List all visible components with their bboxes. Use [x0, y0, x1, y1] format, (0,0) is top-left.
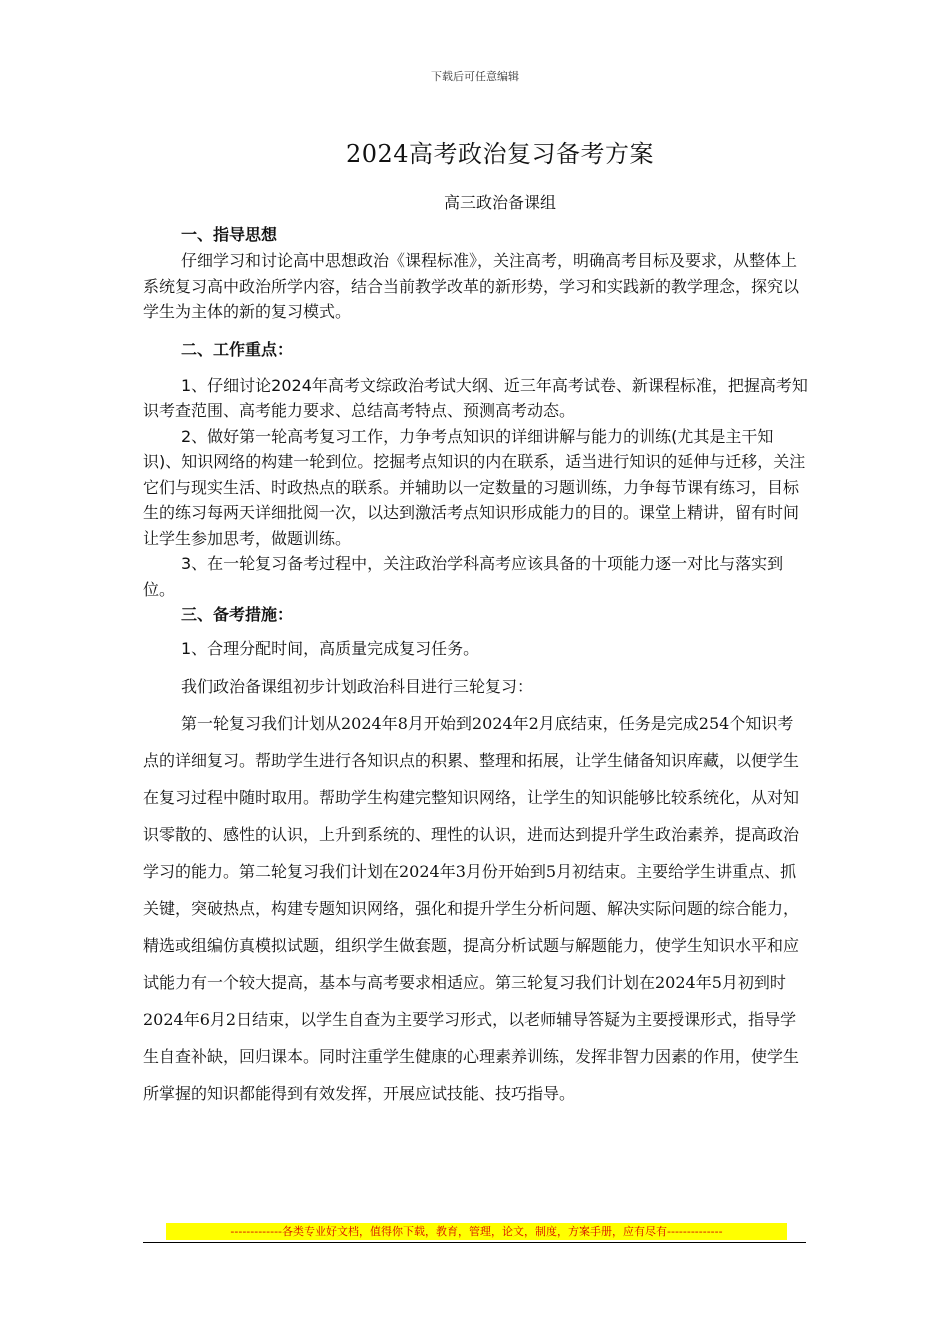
section-heading-measures: 三、备考措施：: [181, 605, 294, 624]
paragraph-measures-2: 我们政治备课组初步计划政治科目进行三轮复习：: [181, 676, 534, 696]
section-heading-work-focus: 二、工作重点：: [181, 339, 294, 359]
paragraph-work-focus-3: 3、在一轮复习备考过程中，关注政治学科高考应该具备的十项能力逐一对比与落实到位。: [143, 554, 784, 599]
document-body: [143, 222, 808, 1112]
paragraph-work-focus-1: 1、仔细讨论2024年高考文综政治考试大纲、近三年高考试卷、新课程标准，把握高考知识考查范围、高考能力要求、总结高考特点、预测高考动态。: [143, 375, 808, 420]
document-subtitle: 高三政治备课组: [443, 193, 556, 212]
paragraph-measures-3: 第一轮复习我们计划从2024年8月开始到2024年2月底结束，任务是完成254个知识考点的详细复习。帮助学生进行各知识点的积累、整理和拓展，让学生储备知识库藏，以便学生在复习过程中随时取用。帮助学生构建完整知识网络，让学生的知识能够比较系统化，从对知识零散的、感性的认识，上升到系统的、理性的认识，进而达到提升学生政治素养，提高政治学习的能力。第二轮复习我们计划在2024年3月份开始到5月初结束。主要给学生讲重点、抓关键，突破热点，构建专题知识网络，强化和提升学生分析问题、解决实际问题的综合能力，精选或组编仿真模拟试题，组织学生做套题，提高分析试题与解题能力，使学生知识水平和应试能力有一个较大提高，基本与高考要求相适应。第三轮复习我们计划在2024年5月初到时2024年6月2日结束，以学生自查为主要学习形式，以老师辅导答疑为主要授课形式，指导学生自查补缺，回归课本。同时注重学生健康的心理素养训练，发挥非智力因素的作用，使学生所掌握的知识都能得到有效发挥，开展应试技能、技巧指导。: [143, 714, 800, 1103]
header-note: 下载后可任意编辑: [431, 70, 519, 83]
paragraph-measures-1: 1、合理分配时间，高质量完成复习任务。: [181, 639, 480, 658]
paragraph-work-focus-2: 2、做好第一轮高考复习工作，力争考点知识的详细讲解与能力的训练(尤其是主干知识)、知识网络的构建一轮到位。挖掘考点知识的内在联系，适当进行知识的延伸与迁移，关注它们与现实生活、时政热点的联系。并辅助以一定数量的习题训练，力争每节课有练习，目标生的练习每两天详细批阅一次，以达到激活考点知识形成能力的目的。课堂上精讲，留有时间让学生参加思考，做题训练。: [143, 426, 806, 548]
footer-banner: -------------各类专业好文档，值得你下载，教育，管理，论文，制度，方案手册，应有尽有--------------: [166, 1223, 787, 1240]
document-title: 2024高考政治复习备考方案: [345, 140, 655, 168]
section-heading-guiding-ideas: 一、指导思想: [181, 225, 278, 244]
footer-divider: [143, 1242, 806, 1243]
paragraph-guiding-ideas: 仔细学习和讨论高中思想政治《课程标准》，关注高考，明确高考目标及要求，从整体上系统复习高中政治所学内容，结合当前教学改革的新形势，学习和实践新的教学理念，探究以学生为主体的新的复习模式。: [143, 251, 800, 321]
